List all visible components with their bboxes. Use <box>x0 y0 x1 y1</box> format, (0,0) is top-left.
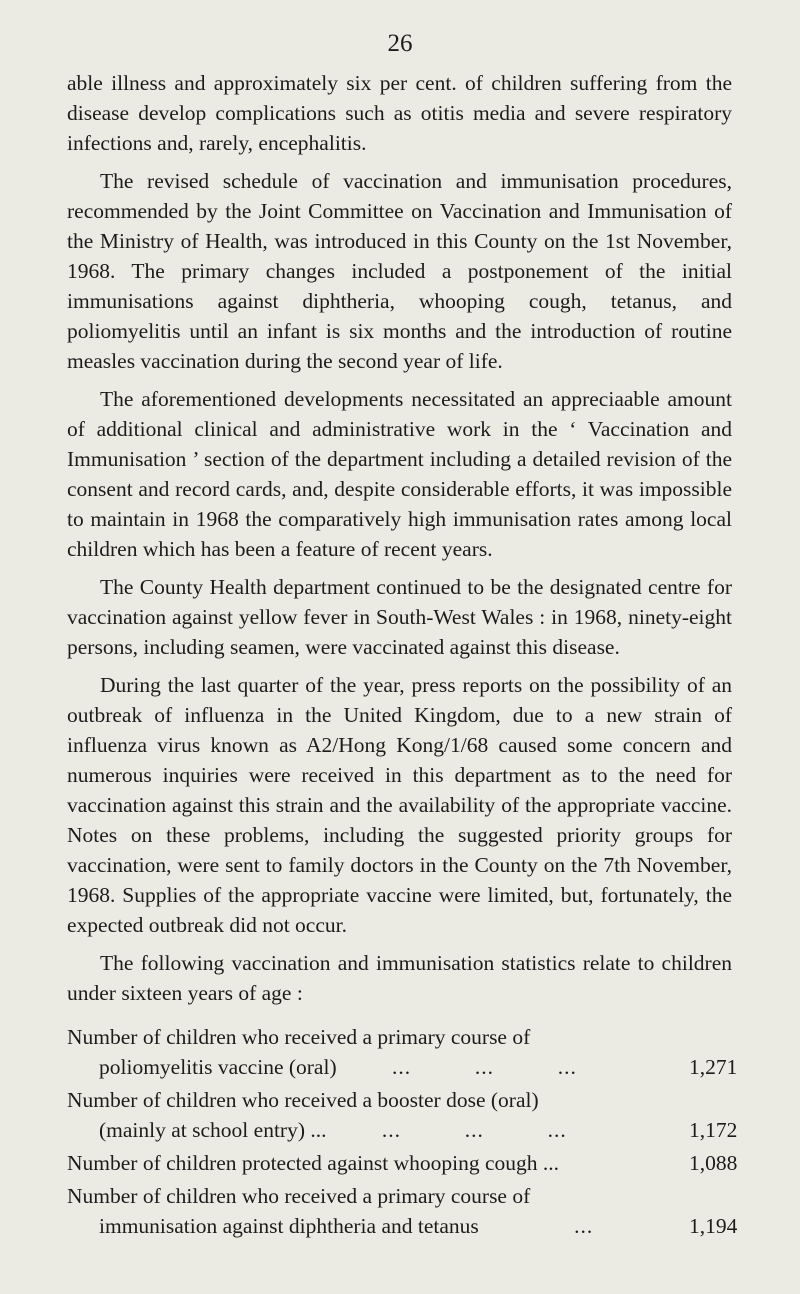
stat-label <box>67 1022 685 1082</box>
stat-label-line1: Number of children who received a primary course of <box>67 1025 531 1049</box>
stat-row-booster <box>67 1085 747 1145</box>
paragraph-additional-work: The aforementioned developments necessitated an appreciaable amount of additional clinical and administrative work in the ‘ Vaccination and Immunisation ’ section of the department including a detailed revision of the consent and record cards, and, despite considerable efforts, it was impossible to maintain in 1968 the comparatively high immunisation rates among local children which has been a feature of recent years. <box>67 387 732 561</box>
stat-label-line1: Number of children who received a primary course of <box>67 1184 531 1208</box>
stat-row-diphtheria-tetanus <box>67 1181 747 1241</box>
stat-label-line2: poliomyelitis vaccine (oral) <box>99 1055 337 1079</box>
paragraph-revised-schedule: The revised schedule of vaccination and immunisation procedures, recommended by the Joint Committee on Vaccination and Immunisation of the Ministry of Health, was introduced in this County on the 1st November, 1968. The primary changes included a postponement of the initial immunisations against diphtheria, whooping cough, tetanus, and poliomyelitis until an infant is six months and the introduction of routine measles vaccination during the second year of life. <box>67 169 732 373</box>
leader-dots: ... ... ... <box>381 1118 567 1142</box>
statistics-list <box>67 1022 747 1241</box>
stat-label-line2: (mainly at school entry) ... <box>99 1118 327 1142</box>
paragraph-continuation: able illness and approximately six per cent. of children suffering from the disease develop complications such as otitis media and severe respiratory infections and, rarely, encephalitis. <box>67 71 732 155</box>
stat-label-line1: Number of children who received a booster dose (oral) <box>67 1088 539 1112</box>
stat-label <box>67 1148 685 1178</box>
stat-row-whooping-cough <box>67 1148 747 1178</box>
stat-label <box>67 1085 685 1145</box>
paragraph-statistics-intro: The following vaccination and immunisation statistics relate to children under sixteen years of age : <box>67 951 732 1005</box>
page-number: 26 <box>387 30 413 57</box>
leader-dots: ... ... ... <box>392 1055 577 1079</box>
stat-label <box>67 1181 685 1241</box>
stat-label-line1: Number of children protected against whooping cough ... <box>67 1151 559 1175</box>
stat-value: 1,088 <box>689 1151 738 1175</box>
paragraph-influenza: During the last quarter of the year, press reports on the possibility of an outbreak of influenza in the United Kingdom, due to a new strain of influenza virus known as A2/Hong Kong/1/68 caused some concern and numerous inquiries were received in this department as to the need for vaccination against this strain and the availability of the appropriate vaccine. Notes on these problems, including the suggested priority groups for vaccination, were sent to family doctors in the County on the 7th November, 1968. Supplies of the appropriate vaccine were limited, but, fortunately, the expected outbreak did not occur. <box>67 673 732 937</box>
stat-value: 1,194 <box>689 1214 738 1238</box>
paragraph-yellow-fever: The County Health department continued to be the designated centre for vaccination against yellow fever in South-West Wales : in 1968, ninety-eight persons, including seamen, were vaccinated against this disease. <box>67 575 732 659</box>
leader-dots: ... <box>574 1214 594 1238</box>
stat-label-line2: immunisation against diphtheria and tetanus <box>99 1214 479 1238</box>
stat-row-poliomyelitis <box>67 1022 747 1082</box>
page-body <box>67 68 738 1244</box>
stat-value: 1,172 <box>689 1118 738 1142</box>
stat-value: 1,271 <box>689 1055 738 1079</box>
